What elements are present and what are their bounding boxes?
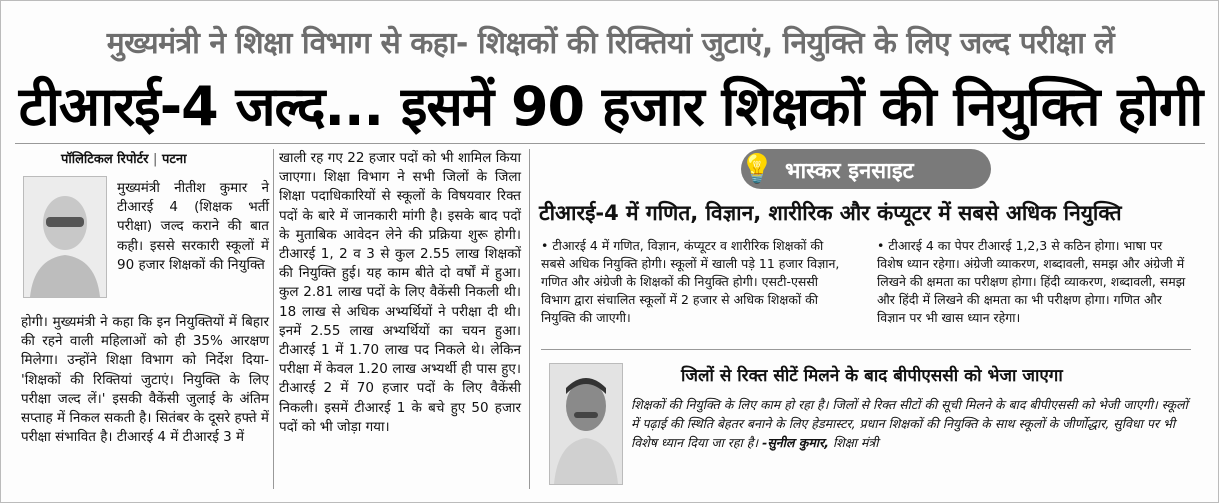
byline-city: पटना [161,152,187,167]
lightbulb-icon: 💡 [739,152,775,185]
col2-body: खाली रह गए 22 हजार पदों को भी शामिल किया जाएगा। शिक्षा विभाग ने सभी जिलों के जिला शिक्षा पदाधिकारियों से स्कूलों के विषयवार रिक्त पदों के बारे में जानकारी मांगी है। इसके बाद पदों के मुताबिक आवेदन लेने की प्रक्रिया शुरू होगी। टीआरई 1, 2 व 3 से कुल 2.55 लाख शिक्षकों की नियुक्ति हुई। यह काम बीते दो वर्षों में हुआ। कुल 2.81 लाख पदों के लिए वैकेंसी निकली थी। 18 लाख से अधिक अभ्यर्थियों ने परीक्षा दी थी। इनमें 2.55 लाख अभ्यर्थियों का चयन हुआ। टीआरई 1 में 1.70 लाख पद निकले थे। लेकिन परीक्षा में केवल 1.20 लाख अभ्यर्थी ही पास हुए। टीआरई 2 में 70 हजार पदों के लिए वैकेंसी निकली। इसमें टीआरई 1 के बचे हुए 50 हजार पदों को भी जोड़ा गया। [279,150,521,435]
portrait-image [550,364,622,484]
insight-badge [741,149,991,189]
section-rule [541,349,1191,350]
column-divider [529,149,530,489]
headline: टीआरई-4 जल्द... इसमें 90 हजार शिक्षकों की नियुक्ति होगी [18,75,1203,138]
byline [61,149,186,167]
minister-quote [631,395,1191,452]
headline-rule [15,143,1205,144]
kicker: मुख्यमंत्री ने शिक्षा विभाग से कहा- शिक्षकों की रिक्तियां जुटाएं, नियुक्ति के लिए जल्द परीक्षा लें [106,26,1115,61]
cm-photo [23,176,107,298]
quote-text: शिक्षकों की नियुक्ति के लिए काम हो रहा है। जिलों से रिक्त सीटों की सूची मिलने के बाद बीपीएससी को भेजी जाएगी। स्कूलों में पढ़ाई की स्थिति बेहतर बनाने के लिए हेडमास्टर, प्रधान शिक्षकों की नियुक्ति के साथ स्कूलों के जीर्णोद्धार, सुविधा पर भी विशेष ध्यान दिया जा रहा है। [631,397,1188,450]
byline-separator: | [153,152,158,167]
minister-photo [549,363,623,485]
insight-subhead: टीआरई-4 में गणित, विज्ञान, शारीरिक और कंप्यूटर में सबसे अधिक नियुक्ति [539,201,1122,225]
portrait-image [24,177,106,297]
col1-body: होगी। मुख्यमंत्री ने कहा कि इन नियुक्तियों में बिहार की रहने वाली महिलाओं को ही 35% आरक्षण मिलेगा। उन्होंने शिक्षा विभाग को निर्देश दिया-'शिक्षकों की रिक्तियां जुटाएं। नियुक्ति के लिए परीक्षा जल्द लें।' इसकी वैकेंसी जुलाई के अंतिम सप्ताह में निकल सकती है। सितंबर के दूसरे हफ्ते में परीक्षा संभावित है। टीआरई 4 में टीआरई 3 में [21,314,269,446]
bullet-item-2: • टीआरई 4 का पेपर टीआरई 1,2,3 से कठिन होगा। भाषा पर विशेष ध्यान रहेगा। अंग्रेजी व्याकरण, शब्दावली, समझ और अंग्रेजी में लिखने की क्षमता का परीक्षण होगा। हिंदी व्याकरण, शब्दावली, समझ और हिंदी में लिखने की क्षमता का भी परीक्षण होगा। गणित और विज्ञान पर भी खास ध्यान रहेगा। [877,238,1186,325]
quote-designation: शिक्षा मंत्री [832,435,879,450]
bullet-item-1: • टीआरई 4 में गणित, विज्ञान, कंप्यूटर व शारीरिक शिक्षकों की सबसे अधिक नियुक्ति होगी। स्कूलों में खाली पड़े 11 हजार विज्ञान, गणित और अंग्रेजी के शिक्षकों की नियुक्ति होगी। एसटी-एससी विभाग द्वारा संचालित स्कूलों में 2 हजार से अधिक शिक्षकों की नियुक्ति की जाएगी। [541,238,840,325]
byline-reporter: पॉलिटिकल रिपोर्टर [61,152,149,167]
insight-title: भास्कर इनसाइट [785,159,914,184]
column-divider [273,149,274,489]
col1-intro: मुख्यमंत्री नीतीश कुमार ने टीआरई 4 (शिक्षक भर्ती परीक्षा) जल्द कराने की बात कही। इससे सरकारी स्कूलों में 90 हजार शिक्षकों की नियुक्ति [117,180,269,273]
quote-heading: जिलों से रिक्त सीटें मिलने के बाद बीपीएससी को भेजा जाएगा [681,366,1063,386]
quote-attribution: -सुनील कुमार, [762,435,829,450]
